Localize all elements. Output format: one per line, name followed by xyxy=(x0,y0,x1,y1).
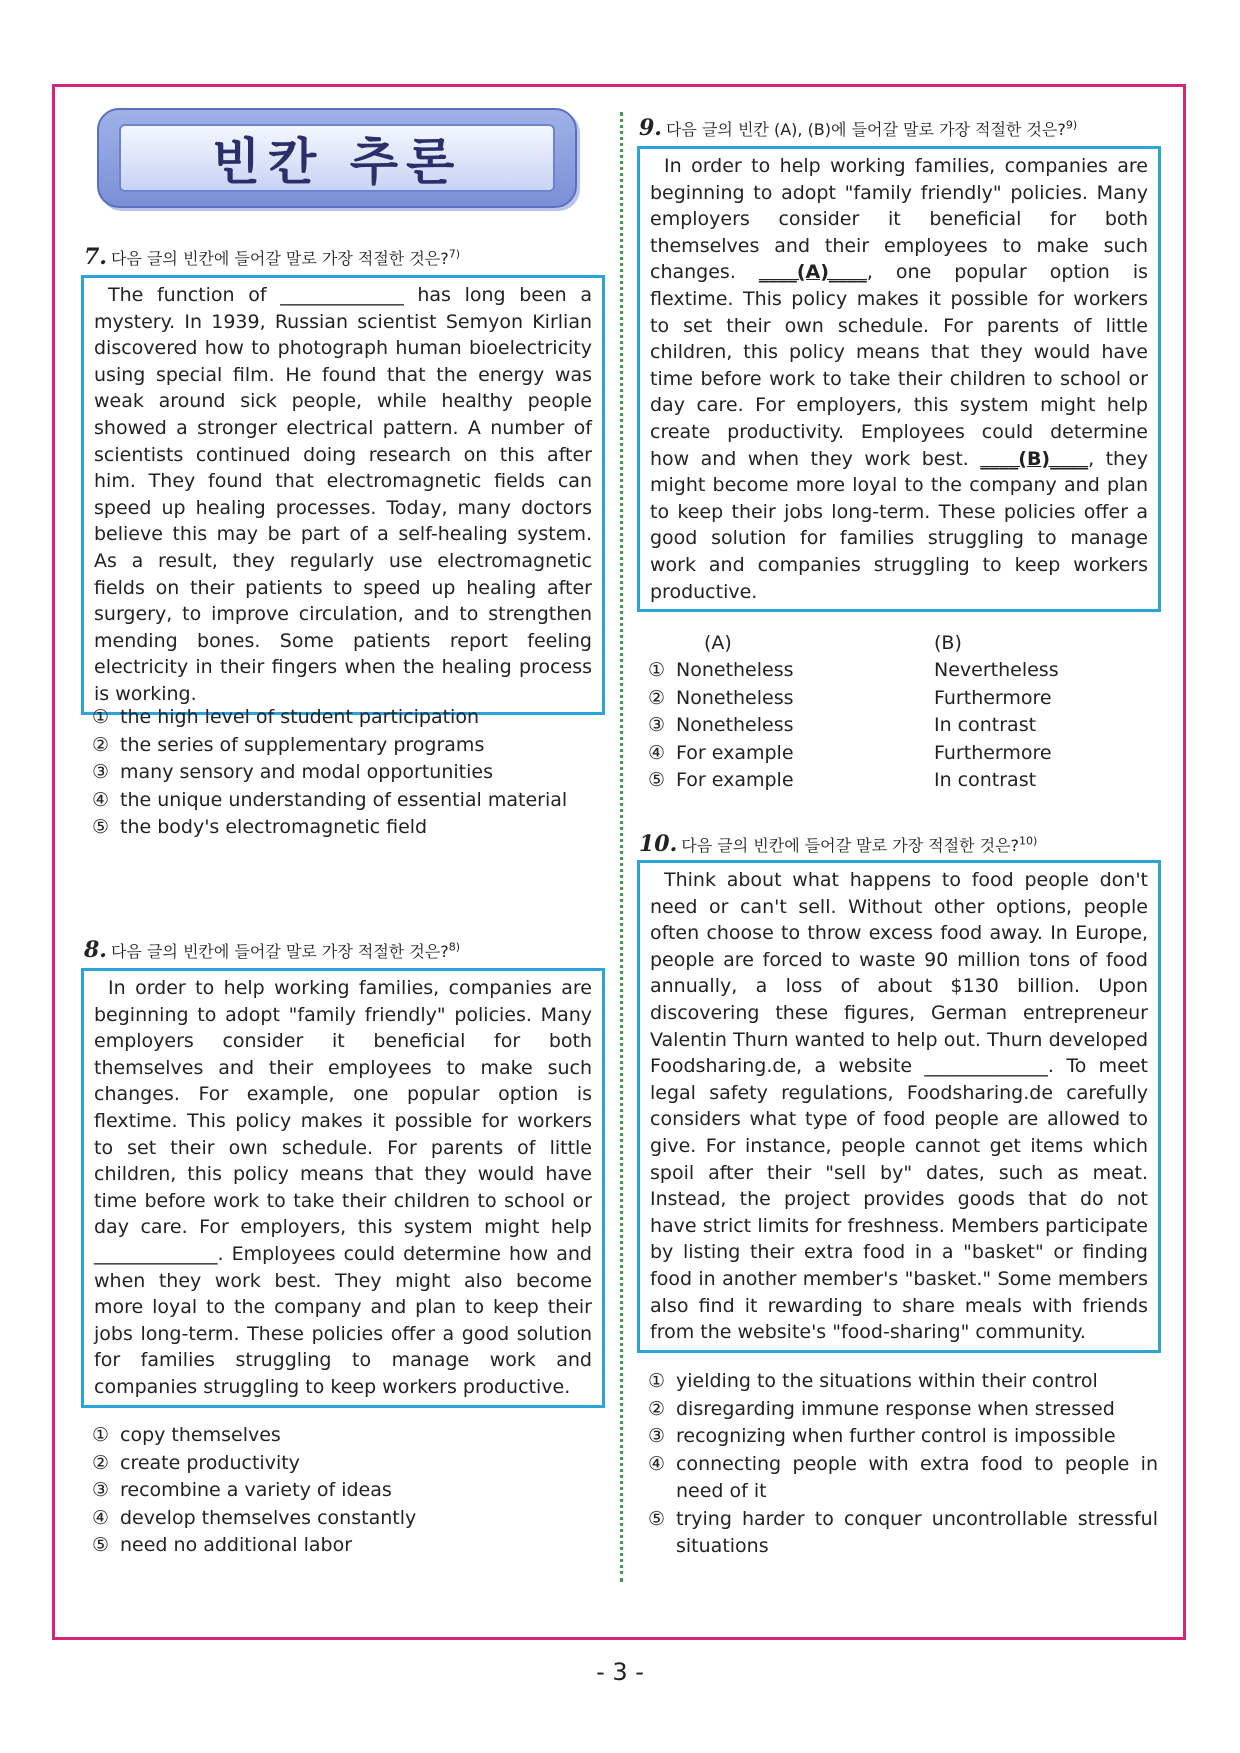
q9-option-4[interactable] xyxy=(648,739,1134,767)
q10-option-text: recognizing when further control is impossible xyxy=(676,1425,1116,1447)
q9-col-b-header: (B) xyxy=(934,631,962,654)
q7-option-text: the series of supplementary programs xyxy=(120,733,485,756)
q9-passage xyxy=(650,153,1148,605)
q9-option-b: In contrast xyxy=(934,714,1037,737)
q8-passage: In order to help working families, companies are beginning to adopt "family friendly" policies. Many employers consider it beneficial for both themselves and their employees to make such changes. For example, one popular option is flextime. This policy makes it possible for workers to set their own schedule. For parents of little children, this policy means that they would have time before work to take their children to school or day care. For employers, this system might help _____________. Employees could determine how and when they work best. They might also become more loyal to the company and plan to keep their jobs long-term. These policies offer a good solution for families struggling to manage work and companies struggling to keep workers productive. xyxy=(94,977,592,1398)
q9-prompt: 다음 글의 빈칸 (A), (B)에 들어갈 말로 가장 적절한 것은? xyxy=(665,120,1066,139)
q9-option-number: ③ xyxy=(648,714,666,737)
q7-option-number: ⑤ xyxy=(92,816,110,838)
q8-option-number: ③ xyxy=(92,1479,110,1501)
q9-col-a-header: (A) xyxy=(704,631,732,654)
q10-option-number: ① xyxy=(648,1370,666,1392)
q7-footnote: 7) xyxy=(448,247,461,261)
q8-option-number: ④ xyxy=(92,1506,110,1529)
q8-option-2[interactable] xyxy=(92,1450,592,1478)
q10-option-5[interactable] xyxy=(648,1506,1158,1561)
q8-option-number: ⑤ xyxy=(92,1534,110,1556)
q8-option-text: develop themselves constantly xyxy=(120,1506,417,1529)
q8-option-1[interactable] xyxy=(92,1422,592,1450)
q7-options xyxy=(92,704,592,842)
q9-passage-part1: In order to help working families, companies are beginning to adopt "family friendly" policies. Many employers consider it beneficial for both themselves and their employees to make such changes. xyxy=(650,155,1148,284)
q10-passage: Think about what happens to food people don't need or can't sell. Without other options, people often choose to throw excess food away. In Europe, people are forced to waste 90 million tons of food annually, a loss of about $130 billion. Upon discovering these figures, German entrepreneur Valentin Thurn wanted to help out. Thurn developed Foodsharing.de, a website _____________. To meet legal safety regulations, Foodsharing.de carefully considers what type of food people are allowed to give. For instance, people cannot get items which spoil after their "sell by" dates, such as meat. Instead, the project provides goods that do not have strict limits for freshness. Members participate by listing their extra food in a "basket" or finding food in another member's "basket." Some members also find it rewarding to share meals with friends from the website's "food-sharing" community. xyxy=(650,869,1148,1344)
q9-header xyxy=(639,115,1077,141)
q9-passage-box xyxy=(637,146,1161,612)
q9-option-b: Nevertheless xyxy=(934,659,1059,682)
q7-passage: The function of _____________ has long been a mystery. In 1939, Russian scientist Semyon Kirlian discovered how to photograph human bioelectricity using special film. He found that the energy was weak around sick people, while healthy people showed a stronger electrical pattern. A number of scientists continued doing research on this after him. They found that electromagnetic fields can speed up healing processes. Today, many doctors believe this may be part of a self-healing system. As a result, they regularly use electromagnetic fields on their patients to speed up healing after surgery, to improve circulation, and to strengthen mending bones. Some patients report feeling electricity in their fingers when the healing process is working. xyxy=(94,284,592,705)
q7-option-2[interactable] xyxy=(92,732,592,760)
section-title: 빈칸 추론 xyxy=(211,133,463,191)
q9-option-1[interactable] xyxy=(648,657,1134,685)
q7-option-number: ④ xyxy=(92,788,110,811)
section-title-inner xyxy=(119,124,555,192)
q8-option-3[interactable] xyxy=(92,1477,592,1505)
q9-option-a: Nonetheless xyxy=(676,714,794,737)
q9-option-a: For example xyxy=(676,741,794,764)
q10-option-2[interactable] xyxy=(648,1396,1158,1424)
q8-passage-box xyxy=(81,968,605,1408)
q9-options-header xyxy=(648,629,1134,657)
q7-option-text: many sensory and modal opportunities xyxy=(120,761,493,783)
q7-passage-box xyxy=(81,275,605,715)
q9-option-b: Furthermore xyxy=(934,686,1052,709)
q8-options xyxy=(92,1422,592,1560)
column-divider xyxy=(620,112,623,1582)
q8-option-number: ① xyxy=(92,1424,110,1446)
q10-option-text: disregarding immune response when stressed xyxy=(676,1397,1115,1420)
q9-option-b: In contrast xyxy=(934,769,1037,792)
q9-option-3[interactable] xyxy=(648,712,1134,740)
q10-option-text: yielding to the situations within their control xyxy=(676,1370,1098,1392)
q9-option-5[interactable] xyxy=(648,767,1134,795)
q7-option-number: ③ xyxy=(92,761,110,783)
q10-option-number: ② xyxy=(648,1397,666,1420)
q8-option-text: recombine a variety of ideas xyxy=(120,1479,392,1501)
q7-header xyxy=(84,244,460,270)
q9-option-2[interactable] xyxy=(648,684,1134,712)
q10-passage-box xyxy=(637,860,1161,1353)
q10-footnote: 10) xyxy=(1019,834,1038,848)
q10-number: 10. xyxy=(639,831,678,857)
q10-option-text: connecting people with extra food to people in need of it xyxy=(676,1452,1158,1502)
q9-blank-a: ____(A)____ xyxy=(758,261,867,284)
q10-option-number: ③ xyxy=(648,1425,666,1447)
q8-footnote: 8) xyxy=(448,940,461,954)
q10-option-4[interactable] xyxy=(648,1451,1158,1506)
q8-option-5[interactable] xyxy=(92,1532,592,1560)
q7-option-text: the high level of student participation xyxy=(120,706,479,728)
q7-option-text: the body's electromagnetic field xyxy=(120,816,428,838)
q7-option-1[interactable] xyxy=(92,704,592,732)
q8-option-4[interactable] xyxy=(92,1505,592,1533)
q9-option-a: Nonetheless xyxy=(676,659,794,682)
q9-option-b: Furthermore xyxy=(934,741,1052,764)
page-number: - 3 - xyxy=(596,1658,644,1686)
q10-options xyxy=(648,1368,1158,1561)
q7-number: 7. xyxy=(84,244,107,270)
q9-passage-part2: , one popular option is flextime. This policy makes it possible for workers to set their own schedule. For parents of little children, this policy means that they would have time before work to take their children to school or day care. For employers, this system might help create productivity. Employees could determine how and when they work best. xyxy=(650,261,1148,470)
q7-option-number: ① xyxy=(92,706,110,728)
q9-footnote: 9) xyxy=(1065,118,1078,132)
q8-header xyxy=(84,937,460,963)
q8-option-text: create productivity xyxy=(120,1451,300,1474)
q8-number: 8. xyxy=(84,937,107,963)
q9-blank-b: ____(B)____ xyxy=(980,447,1089,470)
q10-prompt: 다음 글의 빈칸에 들어갈 말로 가장 적절한 것은? xyxy=(681,836,1020,855)
q10-header xyxy=(639,831,1037,857)
q7-prompt: 다음 글의 빈칸에 들어갈 말로 가장 적절한 것은? xyxy=(110,249,449,268)
q10-option-3[interactable] xyxy=(648,1423,1158,1451)
q7-option-number: ② xyxy=(92,733,110,756)
q8-prompt: 다음 글의 빈칸에 들어갈 말로 가장 적절한 것은? xyxy=(110,942,449,961)
q7-option-4[interactable] xyxy=(92,787,592,815)
q9-option-number: ④ xyxy=(648,741,666,764)
q10-option-number: ⑤ xyxy=(648,1507,666,1530)
q7-option-text: the unique understanding of essential material xyxy=(120,788,568,811)
q9-passage-part3: , they might become more loyal to the company and plan to keep their jobs long-term. These policies offer a good solution for families struggling to manage work and companies struggling to keep workers productive. xyxy=(650,447,1148,603)
q10-option-text: trying harder to conquer uncontrollable stressful situations xyxy=(676,1507,1158,1557)
q8-option-text: copy themselves xyxy=(120,1424,281,1446)
q10-option-number: ④ xyxy=(648,1452,666,1475)
q9-number: 9. xyxy=(639,115,662,141)
q9-option-number: ⑤ xyxy=(648,769,666,792)
q7-option-5[interactable] xyxy=(92,814,592,842)
q9-options-table xyxy=(648,629,1134,794)
q9-option-number: ② xyxy=(648,686,666,709)
q10-option-1[interactable] xyxy=(648,1368,1158,1396)
q7-option-3[interactable] xyxy=(92,759,592,787)
q8-option-text: need no additional labor xyxy=(120,1534,353,1556)
q9-option-number: ① xyxy=(648,659,666,682)
q9-option-a: For example xyxy=(676,769,794,792)
q8-option-number: ② xyxy=(92,1451,110,1474)
section-title-badge xyxy=(97,108,577,208)
q9-option-a: Nonetheless xyxy=(676,686,794,709)
